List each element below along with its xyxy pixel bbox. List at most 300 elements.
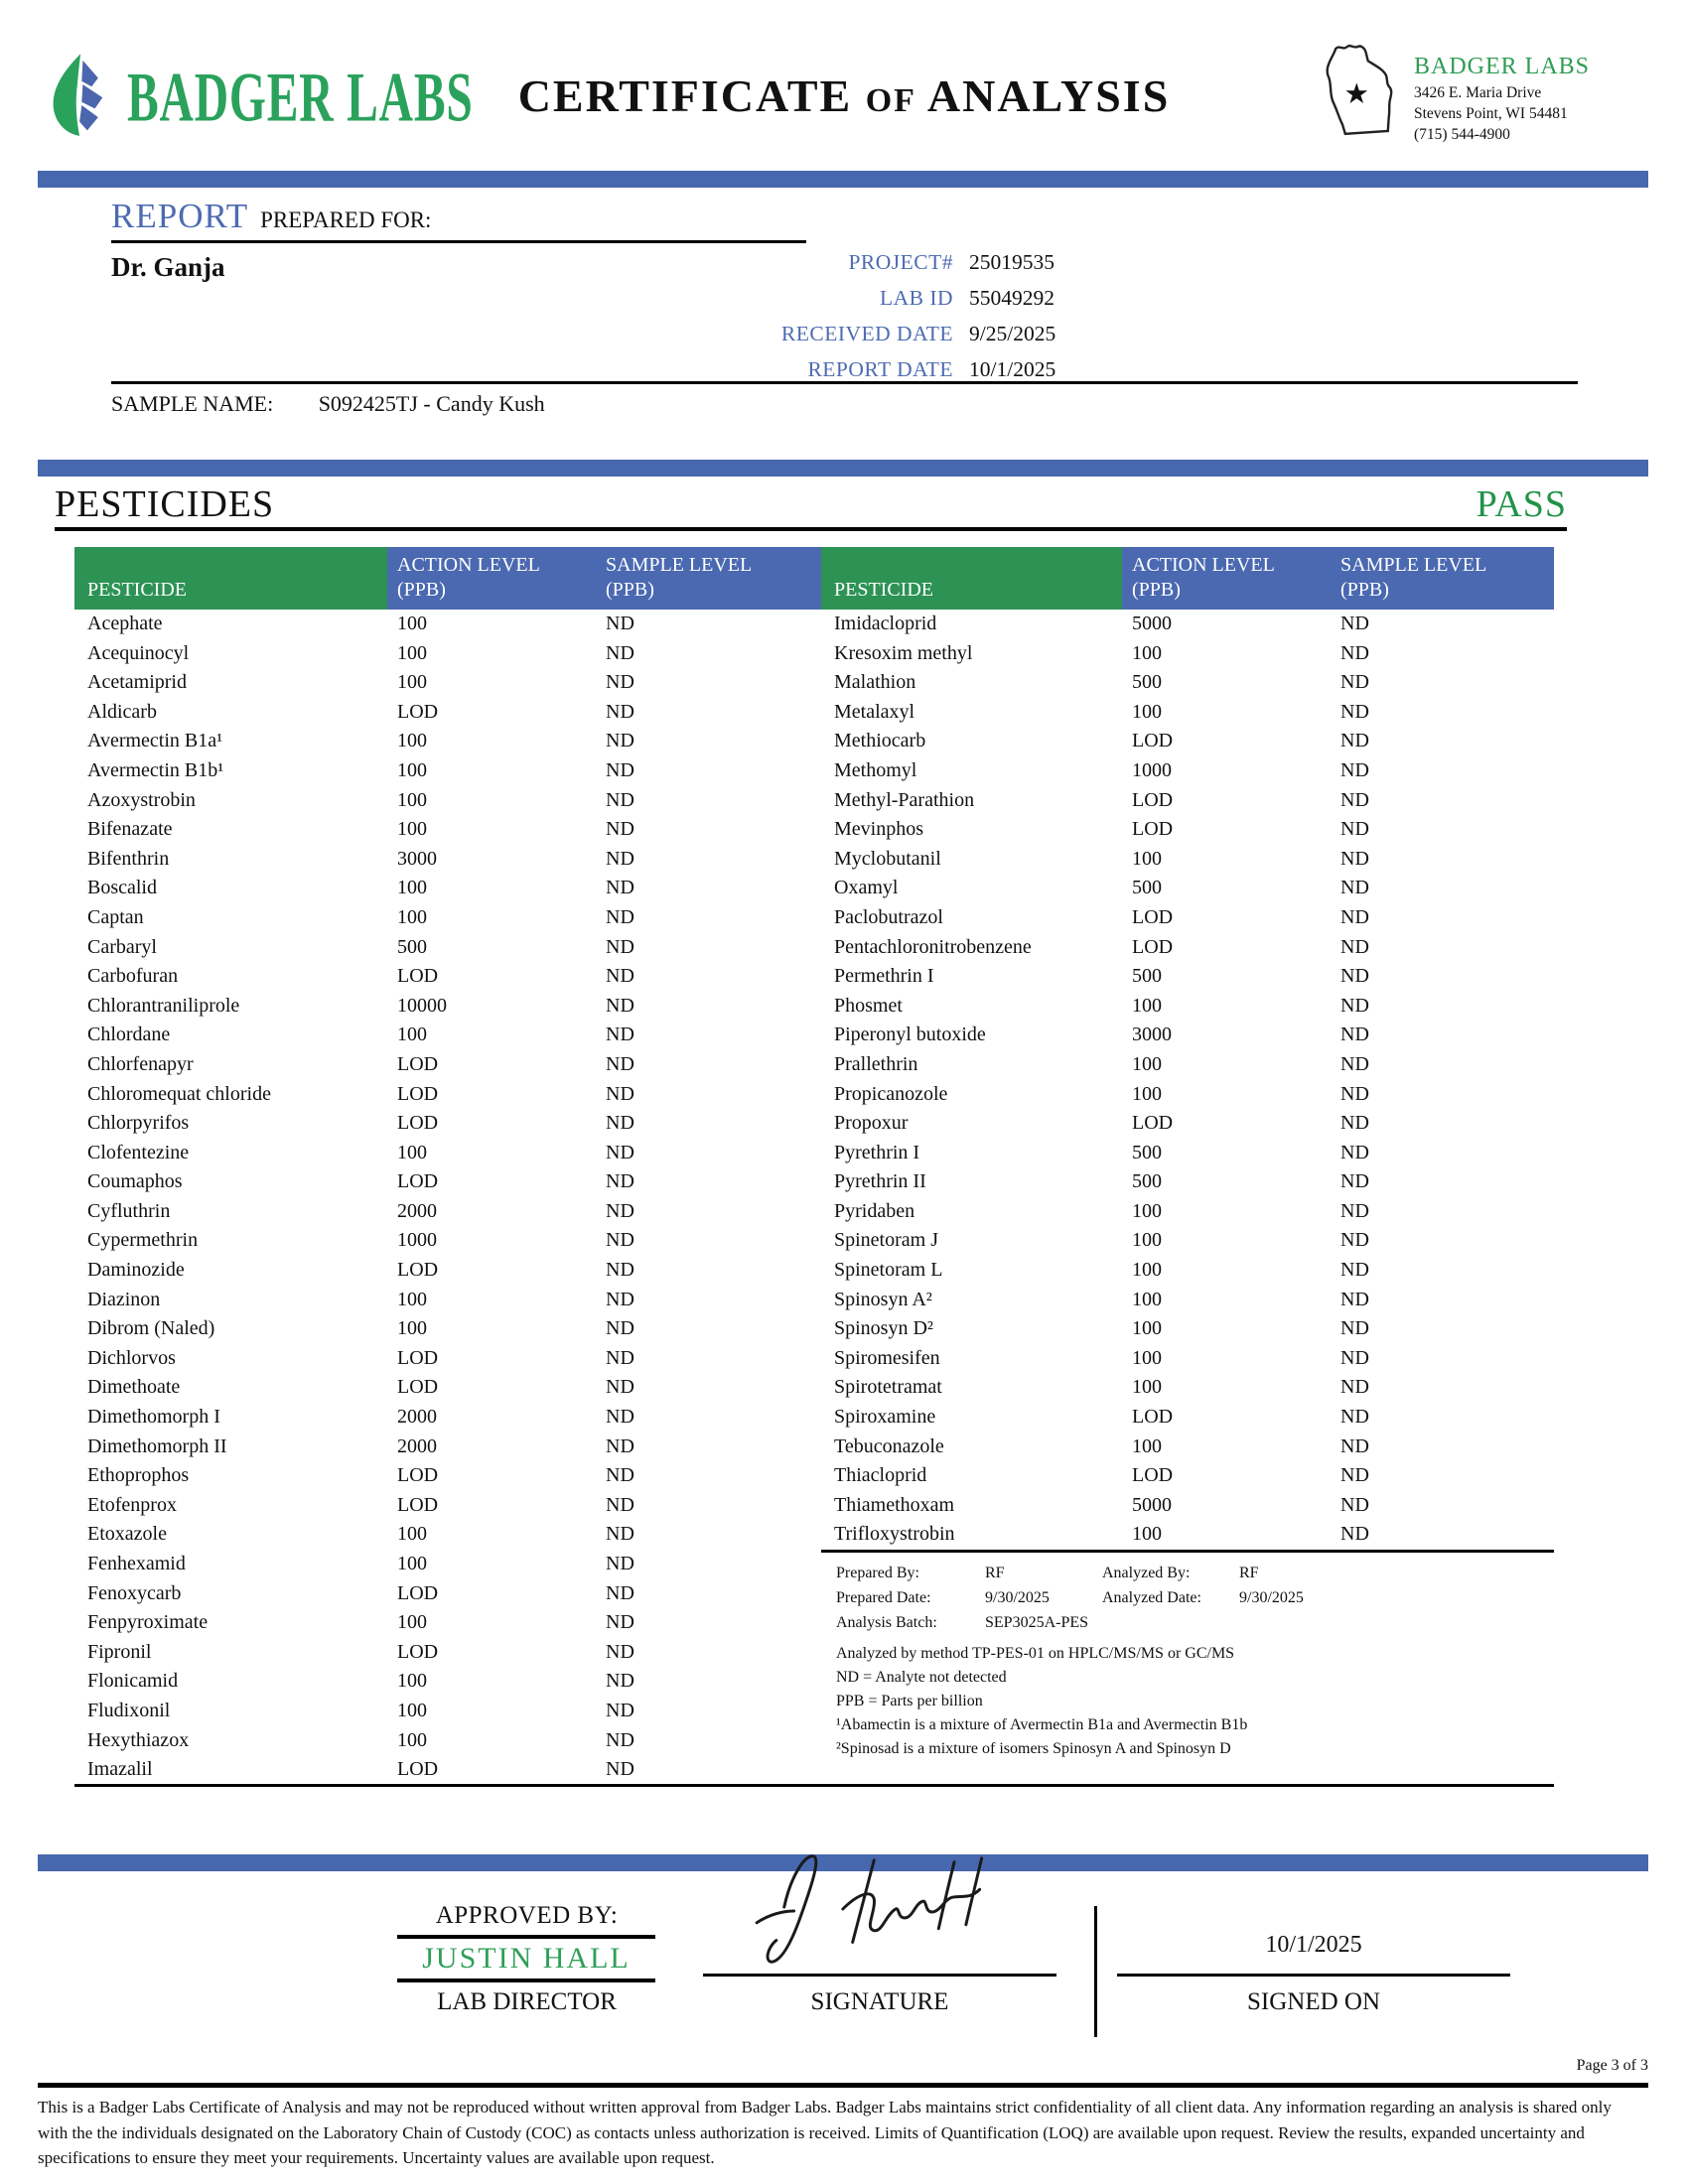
lab-address-line1: 3426 E. Maria Drive bbox=[1414, 84, 1542, 101]
sample-level-value: ND bbox=[1340, 1052, 1369, 1075]
pesticide-row bbox=[821, 1226, 1554, 1256]
pesticide-row bbox=[74, 1021, 821, 1050]
action-level-value: 100 bbox=[397, 1288, 427, 1310]
received-date-label: RECEIVED DATE bbox=[780, 322, 953, 345]
pesticide-row bbox=[74, 1491, 821, 1521]
report-date-value: 10/1/2025 bbox=[969, 357, 1056, 381]
sample-level-column-header: SAMPLE LEVEL (PPB) bbox=[596, 547, 821, 610]
lab-id-value: 55049292 bbox=[969, 286, 1055, 310]
action-level-value: 100 bbox=[397, 1611, 427, 1634]
pesticide-row bbox=[74, 698, 821, 728]
sample-level-value: ND bbox=[606, 758, 634, 781]
sample-level-value: ND bbox=[1340, 1464, 1369, 1487]
action-level-value: 100 bbox=[397, 758, 427, 781]
pesticide-name: Imazalil bbox=[87, 1758, 153, 1781]
sample-level-value: ND bbox=[606, 1553, 634, 1574]
action-level-value: 10000 bbox=[397, 994, 447, 1017]
received-date-value: 9/25/2025 bbox=[969, 322, 1056, 345]
action-level-value: 3000 bbox=[1132, 1024, 1172, 1046]
pesticide-row bbox=[74, 1726, 821, 1756]
pesticide-column-header: PESTICIDE bbox=[821, 547, 1122, 610]
sample-level-value: ND bbox=[606, 1288, 634, 1310]
sample-level-value: ND bbox=[606, 1581, 634, 1604]
pesticide-row bbox=[74, 727, 821, 756]
sample-level-value: ND bbox=[1340, 818, 1369, 841]
note-line: Analyzed by method TP-PES-01 on HPLC/MS/MS or GC/MS bbox=[836, 1645, 1235, 1662]
pesticide-name: Carbofuran bbox=[87, 965, 179, 988]
pesticide-row bbox=[74, 903, 821, 933]
pesticide-row bbox=[821, 874, 1554, 903]
pesticide-row bbox=[74, 1608, 821, 1638]
pass-status-badge: PASS bbox=[1476, 483, 1567, 525]
pesticide-name: Imidacloprid bbox=[834, 613, 937, 634]
pesticide-name: Chloromequat chloride bbox=[87, 1082, 271, 1105]
prepared-for-label: PREPARED FOR: bbox=[260, 207, 432, 232]
pesticide-row bbox=[821, 992, 1554, 1022]
sample-level-value: ND bbox=[1340, 1288, 1369, 1310]
action-level-value: 100 bbox=[1132, 1434, 1162, 1457]
sample-level-column-header: SAMPLE LEVEL (PPB) bbox=[1331, 547, 1554, 610]
pesticide-name: Clofentezine bbox=[87, 1141, 190, 1163]
pesticide-name: Azoxystrobin bbox=[87, 788, 196, 811]
pesticide-row bbox=[74, 874, 821, 903]
pesticide-row bbox=[74, 1667, 821, 1697]
analysis-meta-grid bbox=[836, 1565, 1545, 1632]
note-line: PPB = Parts per billion bbox=[836, 1693, 983, 1709]
sample-level-value: ND bbox=[1340, 1141, 1369, 1163]
wisconsin-state-icon bbox=[1321, 40, 1404, 144]
pesticide-row bbox=[74, 639, 821, 669]
pesticide-name: Chlorpyrifos bbox=[87, 1112, 190, 1135]
action-level-value: 5000 bbox=[1132, 613, 1172, 634]
divider-bar bbox=[38, 460, 1648, 477]
prepared-date-value: 9/30/2025 bbox=[985, 1589, 1050, 1606]
pesticide-row bbox=[74, 1286, 821, 1315]
pesticide-row bbox=[821, 1021, 1554, 1050]
pesticide-name: Tebuconazole bbox=[834, 1434, 944, 1457]
pesticide-name: Chlordane bbox=[87, 1024, 171, 1046]
pesticide-name: Paclobutrazol bbox=[834, 905, 943, 928]
pesticide-row bbox=[74, 1579, 821, 1609]
pesticide-row bbox=[74, 1755, 821, 1785]
action-level-value: LOD bbox=[1132, 818, 1174, 841]
report-word: REPORT bbox=[111, 197, 249, 235]
pesticide-name: Etoxazole bbox=[87, 1523, 167, 1546]
pesticide-table-left bbox=[74, 547, 821, 1785]
pesticide-name: Daminozide bbox=[87, 1259, 185, 1282]
pesticide-name: Spinetoram L bbox=[834, 1259, 943, 1282]
action-level-value: 5000 bbox=[1132, 1493, 1172, 1516]
sample-level-value: ND bbox=[606, 671, 634, 694]
sample-level-value: ND bbox=[1340, 788, 1369, 811]
pesticide-name: Dichlorvos bbox=[87, 1346, 176, 1369]
sample-level-value: ND bbox=[1340, 935, 1369, 958]
sample-level-value: ND bbox=[1340, 1317, 1369, 1340]
pesticide-row bbox=[74, 1139, 821, 1168]
sample-level-value: ND bbox=[606, 1170, 634, 1193]
pesticide-row bbox=[821, 1197, 1554, 1227]
action-level-value: 2000 bbox=[397, 1199, 437, 1222]
pesticide-name: Metalaxyl bbox=[834, 700, 915, 723]
action-level-value: 100 bbox=[397, 613, 427, 634]
action-level-value: LOD bbox=[397, 1346, 439, 1369]
action-level-value: 100 bbox=[397, 1317, 427, 1340]
pesticide-name: Propoxur bbox=[834, 1112, 909, 1135]
pesticide-name: Boscalid bbox=[87, 877, 157, 899]
pesticide-row bbox=[74, 845, 821, 875]
action-level-value: LOD bbox=[397, 700, 439, 723]
pesticide-name: Acephate bbox=[87, 613, 163, 634]
action-level-value: 100 bbox=[397, 671, 427, 694]
action-level-value: LOD bbox=[1132, 1112, 1174, 1135]
action-level-value: 500 bbox=[1132, 671, 1162, 694]
sample-level-value: ND bbox=[606, 1052, 634, 1075]
sample-level-value: ND bbox=[606, 613, 634, 634]
pesticide-name: Cypermethrin bbox=[87, 1229, 199, 1252]
pesticide-name: Methiocarb bbox=[834, 730, 926, 752]
approved-by-underline bbox=[397, 1935, 655, 1939]
sample-level-value: ND bbox=[1340, 730, 1369, 752]
action-level-value: LOD bbox=[397, 1464, 439, 1487]
document-title: CERTIFICATE OF ANALYSIS bbox=[517, 70, 1171, 121]
action-level-value: 100 bbox=[397, 1699, 427, 1721]
action-level-value: LOD bbox=[397, 1640, 439, 1663]
sample-level-value: ND bbox=[606, 847, 634, 870]
action-level-value: 500 bbox=[1132, 1141, 1162, 1163]
pesticide-row bbox=[821, 727, 1554, 756]
pesticide-row bbox=[821, 1491, 1554, 1521]
action-level-value: LOD bbox=[1132, 730, 1174, 752]
pesticide-row bbox=[74, 1314, 821, 1344]
sample-level-value: ND bbox=[1340, 1523, 1369, 1546]
sample-level-value: ND bbox=[1340, 1434, 1369, 1457]
report-meta bbox=[556, 244, 1112, 387]
action-level-value: 100 bbox=[1132, 1259, 1162, 1282]
action-level-value: 100 bbox=[1132, 1082, 1162, 1105]
pesticide-name: Aldicarb bbox=[87, 700, 157, 723]
pesticide-row bbox=[821, 962, 1554, 992]
sample-level-value: ND bbox=[606, 1670, 634, 1693]
analysis-batch-value: SEP3025A-PES bbox=[985, 1614, 1089, 1631]
pesticide-row bbox=[821, 1286, 1554, 1315]
pesticide-row bbox=[821, 1109, 1554, 1139]
action-level-value: 100 bbox=[397, 788, 427, 811]
pesticide-name: Pentachloronitrobenzene bbox=[834, 935, 1032, 958]
pesticide-name: Acetamiprid bbox=[87, 671, 187, 694]
pesticide-row bbox=[821, 815, 1554, 845]
pesticide-row bbox=[821, 786, 1554, 816]
sample-divider-line bbox=[111, 381, 1578, 384]
pesticide-row bbox=[821, 756, 1554, 786]
sample-level-value: ND bbox=[1340, 613, 1369, 634]
pesticide-row bbox=[821, 1403, 1554, 1433]
signed-on-label: SIGNED ON bbox=[1246, 1988, 1381, 2015]
lab-id-row bbox=[556, 280, 1112, 316]
brand-block bbox=[42, 52, 549, 142]
pesticide-row bbox=[74, 1197, 821, 1227]
sample-level-value: ND bbox=[1340, 994, 1369, 1017]
analysis-notes bbox=[836, 1565, 1545, 1761]
sample-level-value: ND bbox=[606, 1024, 634, 1046]
action-level-value: 500 bbox=[1132, 965, 1162, 988]
sample-level-value: ND bbox=[606, 1346, 634, 1369]
action-level-value: LOD bbox=[397, 1376, 439, 1399]
pesticide-row bbox=[821, 1256, 1554, 1286]
approved-by-label: APPROVED BY: bbox=[435, 1902, 619, 1929]
action-level-value: 100 bbox=[1132, 641, 1162, 664]
note-line: ²Spinosad is a mixture of isomers Spinosyn A and Spinosyn D bbox=[836, 1740, 1231, 1757]
action-level-value: 100 bbox=[1132, 1346, 1162, 1369]
sample-level-value: ND bbox=[606, 877, 634, 899]
pesticide-name: Ethoprophos bbox=[87, 1464, 190, 1487]
analyzed-date-value: 9/30/2025 bbox=[1239, 1589, 1304, 1606]
note-line: ND = Analyte not detected bbox=[836, 1669, 1007, 1686]
pesticide-row bbox=[74, 786, 821, 816]
pesticide-name: Myclobutanil bbox=[834, 847, 941, 870]
prepared-by-label: Prepared By: bbox=[836, 1565, 919, 1581]
footer-divider-line bbox=[38, 2083, 1648, 2088]
pesticide-row bbox=[821, 698, 1554, 728]
pesticide-name: Trifloxystrobin bbox=[834, 1523, 955, 1546]
sample-level-value: ND bbox=[1340, 1199, 1369, 1222]
sample-level-value: ND bbox=[606, 788, 634, 811]
sample-level-value: ND bbox=[606, 818, 634, 841]
sample-level-value: ND bbox=[606, 1406, 634, 1429]
sample-level-value: ND bbox=[1340, 847, 1369, 870]
action-level-value: 100 bbox=[1132, 1317, 1162, 1340]
pesticide-row bbox=[74, 1226, 821, 1256]
sample-level-value: ND bbox=[606, 1523, 634, 1546]
pesticide-name: Dibrom (Naled) bbox=[87, 1317, 215, 1340]
section-title: PESTICIDES bbox=[55, 483, 275, 525]
signature-line bbox=[703, 1974, 1056, 1977]
action-level-value: 100 bbox=[397, 1670, 427, 1693]
sample-level-value: ND bbox=[1340, 1024, 1369, 1046]
pesticide-name: Mevinphos bbox=[834, 818, 923, 841]
action-level-value: 1000 bbox=[1132, 758, 1172, 781]
action-level-value: LOD bbox=[1132, 1464, 1174, 1487]
pesticide-name: Flonicamid bbox=[87, 1670, 179, 1693]
sample-level-value: ND bbox=[1340, 877, 1369, 899]
sample-level-value: ND bbox=[606, 1611, 634, 1634]
action-level-value: LOD bbox=[397, 1259, 439, 1282]
pesticide-column-header: PESTICIDE bbox=[74, 547, 387, 610]
pesticide-name: Oxamyl bbox=[834, 877, 899, 899]
pesticide-row bbox=[821, 1139, 1554, 1168]
action-level-value: 500 bbox=[1132, 1170, 1162, 1193]
pesticide-row bbox=[74, 756, 821, 786]
received-date-row bbox=[556, 316, 1112, 351]
pesticide-row bbox=[74, 1109, 821, 1139]
approval-vertical-divider bbox=[1094, 1906, 1097, 2037]
action-level-value: 2000 bbox=[397, 1406, 437, 1429]
pesticide-name: Chlorantraniliprole bbox=[87, 994, 240, 1017]
sample-level-value: ND bbox=[1340, 641, 1369, 664]
action-level-column-header: ACTION LEVEL (PPB) bbox=[1122, 547, 1331, 610]
action-level-value: LOD bbox=[397, 1170, 439, 1193]
lab-id-label: LAB ID bbox=[879, 286, 953, 310]
pesticide-name: Captan bbox=[87, 905, 144, 928]
pesticide-name: Fipronil bbox=[87, 1640, 152, 1663]
pesticide-name: Methomyl bbox=[834, 758, 917, 781]
pesticide-name: Fenoxycarb bbox=[87, 1581, 182, 1604]
sample-level-value: ND bbox=[1340, 1170, 1369, 1193]
pesticide-name: Spinosyn D² bbox=[834, 1317, 933, 1340]
signature-image bbox=[727, 1846, 1060, 1979]
pesticide-row bbox=[821, 845, 1554, 875]
pesticide-row bbox=[74, 815, 821, 845]
sample-level-value: ND bbox=[606, 700, 634, 723]
action-level-value: 100 bbox=[397, 1728, 427, 1751]
action-level-value: 100 bbox=[397, 877, 427, 899]
pesticide-name: Fenhexamid bbox=[87, 1553, 186, 1574]
project-number-label: PROJECT# bbox=[848, 250, 953, 274]
pesticide-name: Thiacloprid bbox=[834, 1464, 927, 1487]
pesticide-row bbox=[74, 1080, 821, 1110]
action-level-value: 100 bbox=[1132, 1523, 1162, 1546]
action-level-value: 100 bbox=[1132, 847, 1162, 870]
sample-level-value: ND bbox=[606, 935, 634, 958]
action-level-value: LOD bbox=[397, 1758, 439, 1781]
pesticide-row bbox=[821, 1461, 1554, 1491]
signed-on-date: 10/1/2025 bbox=[1265, 1932, 1362, 1958]
action-level-value: LOD bbox=[397, 1052, 439, 1075]
pesticide-row bbox=[821, 1373, 1554, 1403]
pesticide-row bbox=[821, 933, 1554, 963]
action-level-value: 3000 bbox=[397, 847, 437, 870]
sample-level-value: ND bbox=[606, 1259, 634, 1282]
pesticide-name: Cyfluthrin bbox=[87, 1199, 171, 1222]
action-level-value: LOD bbox=[397, 1082, 439, 1105]
sample-level-value: ND bbox=[1340, 1376, 1369, 1399]
prepared-by-value: RF bbox=[985, 1565, 1005, 1581]
pesticide-name: Malathion bbox=[834, 671, 916, 694]
analysis-batch-label: Analysis Batch: bbox=[836, 1614, 937, 1631]
pesticide-name: Spirotetramat bbox=[834, 1376, 942, 1399]
sample-level-value: ND bbox=[1340, 1346, 1369, 1369]
pesticide-name: Bifenthrin bbox=[87, 847, 170, 870]
sample-level-value: ND bbox=[606, 1493, 634, 1516]
report-date-label: REPORT DATE bbox=[807, 357, 953, 381]
pesticide-row bbox=[821, 1080, 1554, 1110]
pesticide-name: Bifenazate bbox=[87, 818, 173, 841]
sample-level-value: ND bbox=[606, 641, 634, 664]
sample-level-value: ND bbox=[606, 1464, 634, 1487]
sample-level-value: ND bbox=[1340, 965, 1369, 988]
sample-name-row bbox=[111, 391, 545, 417]
pesticide-name: Spiroxamine bbox=[834, 1406, 936, 1429]
analyzed-by-label: Analyzed By: bbox=[1102, 1565, 1191, 1581]
action-level-value: LOD bbox=[397, 1493, 439, 1516]
action-level-value: 500 bbox=[1132, 877, 1162, 899]
report-prepared-for-heading bbox=[111, 197, 431, 236]
pesticide-row bbox=[74, 1373, 821, 1403]
sample-level-value: ND bbox=[606, 1728, 634, 1751]
table-bottom-line bbox=[74, 1784, 1554, 1787]
pesticide-row bbox=[821, 1433, 1554, 1462]
pesticide-row bbox=[821, 668, 1554, 698]
sample-level-value: ND bbox=[606, 1758, 634, 1781]
pesticide-row bbox=[74, 933, 821, 963]
brand-wordmark: BADGER LABS bbox=[127, 57, 474, 137]
sample-level-value: ND bbox=[606, 1199, 634, 1222]
action-level-value: 100 bbox=[1132, 1199, 1162, 1222]
badger-labs-leaf-icon bbox=[42, 52, 115, 142]
pesticide-row bbox=[821, 639, 1554, 669]
sample-name-value: S092425TJ - Candy Kush bbox=[318, 391, 545, 416]
pesticide-name: Spinosyn A² bbox=[834, 1288, 932, 1310]
prepared-date-label: Prepared Date: bbox=[836, 1589, 931, 1606]
pesticide-name: Permethrin I bbox=[834, 965, 934, 988]
sample-level-value: ND bbox=[606, 1640, 634, 1663]
approver-name-underline bbox=[397, 1979, 655, 1982]
sample-level-value: ND bbox=[1340, 1493, 1369, 1516]
pesticide-name: Spiromesifen bbox=[834, 1346, 940, 1369]
sample-level-value: ND bbox=[1340, 671, 1369, 694]
pesticide-name: Acequinocyl bbox=[87, 641, 190, 664]
lab-contact-block bbox=[1321, 40, 1590, 146]
pesticide-name: Dimethomorph I bbox=[87, 1406, 220, 1429]
sample-level-value: ND bbox=[1340, 1406, 1369, 1429]
action-level-value: 100 bbox=[397, 641, 427, 664]
pesticide-row bbox=[74, 1461, 821, 1491]
action-level-value: 1000 bbox=[397, 1229, 437, 1252]
sample-level-value: ND bbox=[606, 965, 634, 988]
pesticide-name: Prallethrin bbox=[834, 1052, 918, 1075]
pesticide-name: Fludixonil bbox=[87, 1699, 171, 1721]
pesticide-name: Carbaryl bbox=[87, 935, 157, 958]
sample-level-value: ND bbox=[606, 1317, 634, 1340]
method-notes bbox=[836, 1642, 1545, 1761]
pesticide-row bbox=[821, 1344, 1554, 1374]
action-level-column-header: ACTION LEVEL (PPB) bbox=[387, 547, 596, 610]
pesticide-name: Avermectin B1a¹ bbox=[87, 730, 223, 752]
pesticide-row bbox=[74, 962, 821, 992]
action-level-value: 100 bbox=[1132, 1229, 1162, 1252]
pesticide-name: Pyrethrin II bbox=[834, 1170, 926, 1193]
pesticide-name: Thiamethoxam bbox=[834, 1493, 955, 1516]
pesticide-row bbox=[74, 1697, 821, 1726]
pesticide-row bbox=[74, 610, 821, 639]
pesticide-row bbox=[74, 1050, 821, 1080]
pesticide-name: Hexythiazox bbox=[87, 1728, 190, 1751]
action-level-value: 2000 bbox=[397, 1434, 437, 1457]
pesticides-section-header bbox=[55, 482, 1567, 531]
pesticide-row bbox=[821, 903, 1554, 933]
signature-label: SIGNATURE bbox=[810, 1988, 949, 2015]
divider-bar bbox=[38, 171, 1648, 188]
approver-role: LAB DIRECTOR bbox=[437, 1988, 617, 2015]
action-level-value: 500 bbox=[397, 935, 427, 958]
pesticide-row bbox=[821, 1520, 1554, 1551]
pesticide-row bbox=[74, 668, 821, 698]
sample-level-value: ND bbox=[606, 1699, 634, 1721]
sample-level-value: ND bbox=[1340, 758, 1369, 781]
pesticide-name: Etofenprox bbox=[87, 1493, 177, 1516]
pesticide-name: Pyridaben bbox=[834, 1199, 915, 1222]
analyzed-date-label: Analyzed Date: bbox=[1102, 1589, 1201, 1606]
sample-name-label: SAMPLE NAME: bbox=[111, 391, 274, 416]
sample-level-value: ND bbox=[606, 1229, 634, 1252]
sample-level-value: ND bbox=[606, 1141, 634, 1163]
action-level-value: 100 bbox=[397, 1553, 427, 1574]
pesticide-row bbox=[74, 1520, 821, 1550]
action-level-value: LOD bbox=[397, 1581, 439, 1604]
signed-on-line bbox=[1117, 1974, 1510, 1977]
pesticide-name: Kresoxim methyl bbox=[834, 641, 973, 664]
action-level-value: 100 bbox=[397, 1141, 427, 1163]
client-name: Dr. Ganja bbox=[111, 252, 225, 282]
